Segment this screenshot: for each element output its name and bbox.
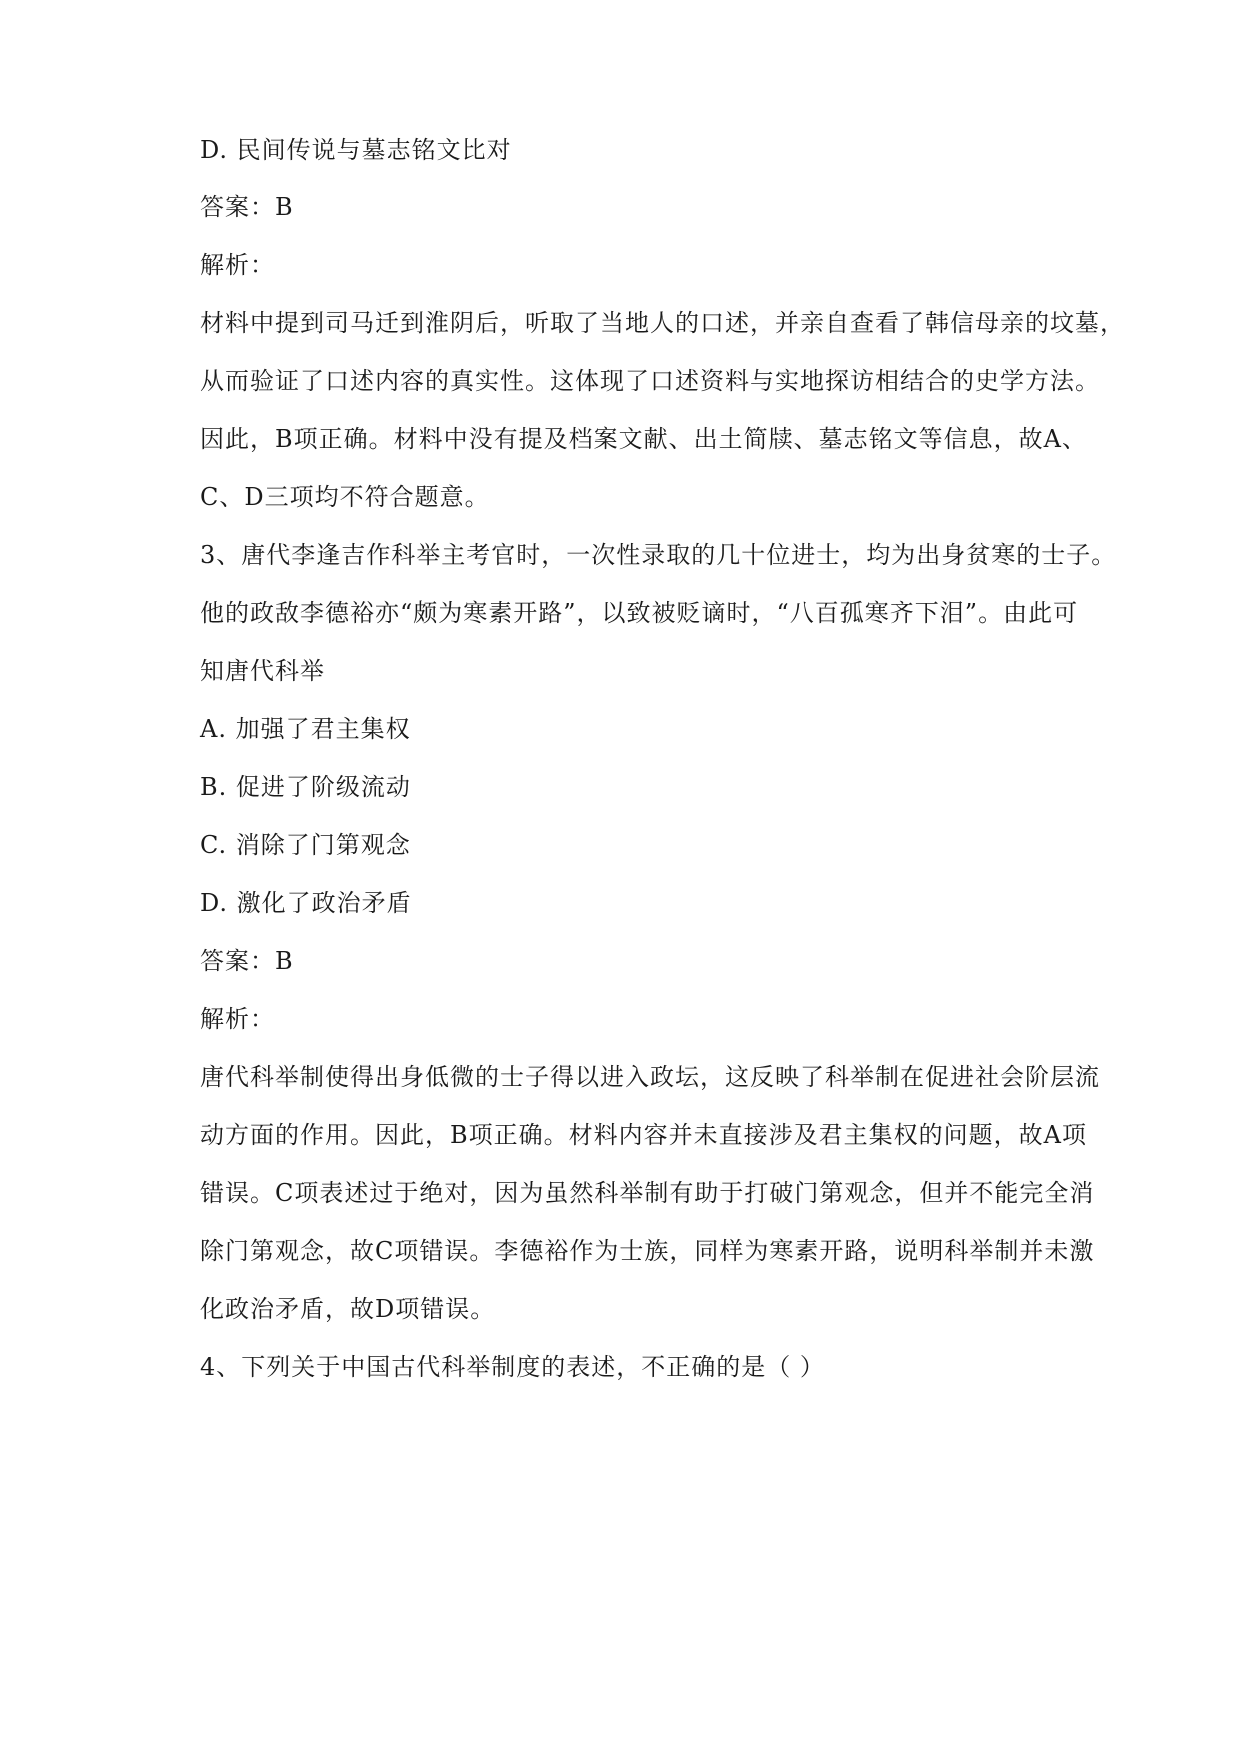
q2-option-d: D. 民间传说与墓志铭文比对 [200,136,512,164]
q4-stem: 4、下列关于中国古代科举制度的表述，不正确的是（ ） [200,1353,825,1381]
q3-answer: 答案：B [200,947,294,975]
q2-analysis-line: 从而验证了口述内容的真实性。这体现了口述资料与实地探访相结合的史学方法。 [200,367,1100,395]
q3-option-d: D. 激化了政治矛盾 [200,889,412,917]
q2-analysis-line: C、D三项均不符合题意。 [200,483,490,511]
q2-analysis-label: 解析： [200,251,275,279]
q3-analysis-line: 化政治矛盾，故D项错误。 [200,1295,496,1323]
q3-analysis-line: 错误。C项表述过于绝对，因为虽然科举制有助于打破门第观念，但并不能完全消 [200,1179,1095,1207]
q3-option-c: C. 消除了门第观念 [200,831,411,859]
q2-analysis-line: 因此，B项正确。材料中没有提及档案文献、出土简牍、墓志铭文等信息，故A、 [200,425,1087,453]
q2-answer: 答案：B [200,193,294,221]
q3-option-b: B. 促进了阶级流动 [200,773,411,801]
q2-analysis-line: 材料中提到司马迁到淮阴后，听取了当地人的口述，并亲自查看了韩信母亲的坟墓， [200,309,1125,337]
q3-analysis-label: 解析： [200,1005,275,1033]
q3-stem-line: 他的政敌李德裕亦“颇为寒素开路”，以致被贬谪时，“八百孤寒齐下泪”。由此可 [200,599,1079,627]
q3-analysis-line: 动方面的作用。因此，B项正确。材料内容并未直接涉及君主集权的问题，故A项 [200,1121,1087,1149]
q3-stem-line: 知唐代科举 [200,657,325,685]
q3-analysis-line: 除门第观念，故C项错误。李德裕作为士族，同样为寒素开路，说明科举制并未激 [200,1237,1095,1265]
q3-option-a: A. 加强了君主集权 [200,715,411,743]
q3-analysis-line: 唐代科举制使得出身低微的士子得以进入政坛，这反映了科举制在促进社会阶层流 [200,1063,1100,1091]
q3-stem-line: 3、唐代李逢吉作科举主考官时，一次性录取的几十位进士，均为出身贫寒的士子。 [200,541,1117,569]
